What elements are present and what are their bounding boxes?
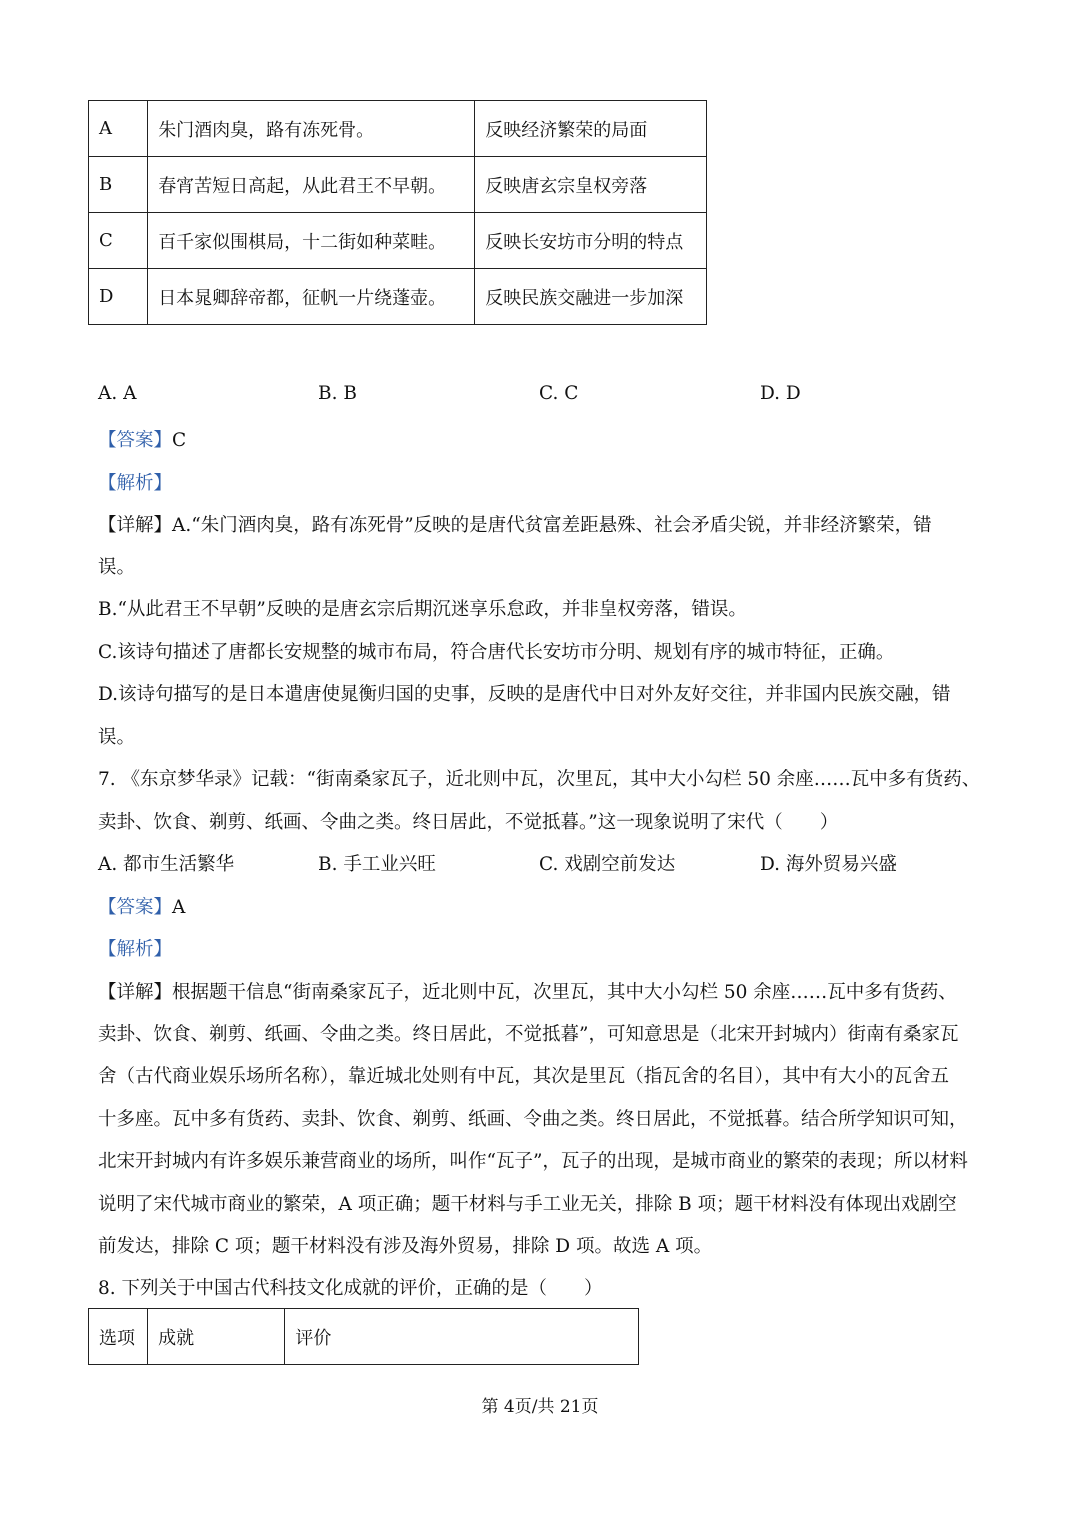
answer-value: A bbox=[172, 897, 186, 918]
answer-value: C bbox=[172, 430, 187, 451]
table-row bbox=[89, 269, 707, 325]
q6-choice-b: B. B bbox=[318, 383, 357, 404]
q7-choice-d: D. 海外贸易兴盛 bbox=[760, 854, 897, 875]
option-cell: D bbox=[89, 269, 148, 325]
q6-detail-line: 【详解】A.“朱门酒肉臭，路有冻死骨”反映的是唐代贫富差距悬殊、社会矛盾尖锐，并非经济繁荣，错 bbox=[98, 515, 932, 536]
q7-detail-line: 十多座。瓦中多有货药、卖卦、饮食、剃剪、纸画、令曲之类。终日居此，不觉抵暮。结合所学知识可知， bbox=[98, 1109, 968, 1130]
q8-table bbox=[88, 1308, 639, 1365]
table-row bbox=[89, 101, 707, 157]
evaluation-cell: 反映经济繁荣的局面 bbox=[475, 101, 707, 157]
q6-detail-line: 误。 bbox=[98, 727, 136, 748]
q6-detail-line: B.“从此君王不早朝”反映的是唐玄宗后期沉迷享乐怠政，并非皇权旁落，错误。 bbox=[98, 599, 747, 620]
q7-choice-a: A. 都市生活繁华 bbox=[98, 854, 235, 875]
poem-options-table bbox=[88, 100, 707, 325]
q7-detail-line: 北宋开封城内有许多娱乐兼营商业的场所，叫作“瓦子”，瓦子的出现，是城市商业的繁荣的表现；所以材料 bbox=[98, 1151, 968, 1172]
header-cell-evaluation: 评价 bbox=[285, 1309, 639, 1365]
q7-choice-c: C. 戏剧空前发达 bbox=[539, 854, 676, 875]
answer-tag: 【答案】 bbox=[98, 897, 173, 918]
q7-answer bbox=[98, 893, 185, 919]
q7-analysis-tag: 【解析】 bbox=[98, 939, 173, 960]
q7-choice-b: B. 手工业兴旺 bbox=[318, 854, 436, 875]
q6-detail-line: D.该诗句描写的是日本遣唐使晁衡归国的史事，反映的是唐代中日对外友好交往，并非国内民族交融，错 bbox=[98, 684, 951, 705]
evaluation-cell: 反映唐玄宗皇权旁落 bbox=[475, 157, 707, 213]
table-row bbox=[89, 157, 707, 213]
verse-cell: 百千家似围棋局，十二街如种菜畦。 bbox=[148, 213, 475, 269]
q6-choice-d: D. D bbox=[760, 383, 801, 404]
q6-analysis-tag: 【解析】 bbox=[98, 473, 173, 494]
q7-detail-line: 卖卦、饮食、剃剪、纸画、令曲之类。终日居此，不觉抵暮”，可知意思是（北宋开封城内）街南有桑家瓦 bbox=[98, 1024, 959, 1045]
evaluation-cell: 反映民族交融进一步加深 bbox=[475, 269, 707, 325]
q7-stem-line: 7. 《东京梦华录》记载：“街南桑家瓦子，近北则中瓦，次里瓦，其中大小勾栏 50 余座……瓦中多有货药、 bbox=[98, 769, 981, 790]
option-cell: A bbox=[89, 101, 148, 157]
evaluation-cell: 反映长安坊市分明的特点 bbox=[475, 213, 707, 269]
option-cell: C bbox=[89, 213, 148, 269]
q6-choice-c: C. C bbox=[539, 383, 579, 404]
q7-detail-line: 舍（古代商业娱乐场所名称），靠近城北处则有中瓦，其次是里瓦（指瓦舍的名目），其中有大小的瓦舍五 bbox=[98, 1066, 950, 1087]
q7-detail-line: 前发达，排除 C 项；题干材料没有涉及海外贸易，排除 D 项。故选 A 项。 bbox=[98, 1236, 713, 1257]
page-footer: 第 4页/共 21页 bbox=[481, 1397, 599, 1417]
q8-stem: 8. 下列关于中国古代科技文化成就的评价，正确的是（ ） bbox=[98, 1278, 603, 1299]
table-header-row bbox=[89, 1309, 639, 1365]
verse-cell: 春宵苦短日高起，从此君王不早朝。 bbox=[148, 157, 475, 213]
q6-answer bbox=[98, 426, 186, 452]
answer-tag: 【答案】 bbox=[98, 430, 173, 451]
header-cell-option: 选项 bbox=[89, 1309, 148, 1365]
option-cell: B bbox=[89, 157, 148, 213]
header-cell-achievement: 成就 bbox=[148, 1309, 285, 1365]
q7-detail-line: 【详解】根据题干信息“街南桑家瓦子，近北则中瓦，次里瓦，其中大小勾栏 50 余座……瓦中多有货药、 bbox=[98, 982, 957, 1003]
verse-cell: 日本晁卿辞帝都，征帆一片绕蓬壶。 bbox=[148, 269, 475, 325]
verse-cell: 朱门酒肉臭，路有冻死骨。 bbox=[148, 101, 475, 157]
q7-stem-line: 卖卦、饮食、剃剪、纸画、令曲之类。终日居此，不觉抵暮。”这一现象说明了宋代（ ） bbox=[98, 812, 839, 833]
table-row bbox=[89, 213, 707, 269]
q6-detail-line: C.该诗句描述了唐都长安规整的城市布局，符合唐代长安坊市分明、规划有序的城市特征，正确。 bbox=[98, 642, 895, 663]
q6-detail-line: 误。 bbox=[98, 557, 136, 578]
q7-detail-line: 说明了宋代城市商业的繁荣，A 项正确；题干材料与手工业无关，排除 B 项；题干材料没有体现出戏剧空 bbox=[98, 1194, 957, 1215]
q6-choice-a: A. A bbox=[98, 383, 137, 404]
